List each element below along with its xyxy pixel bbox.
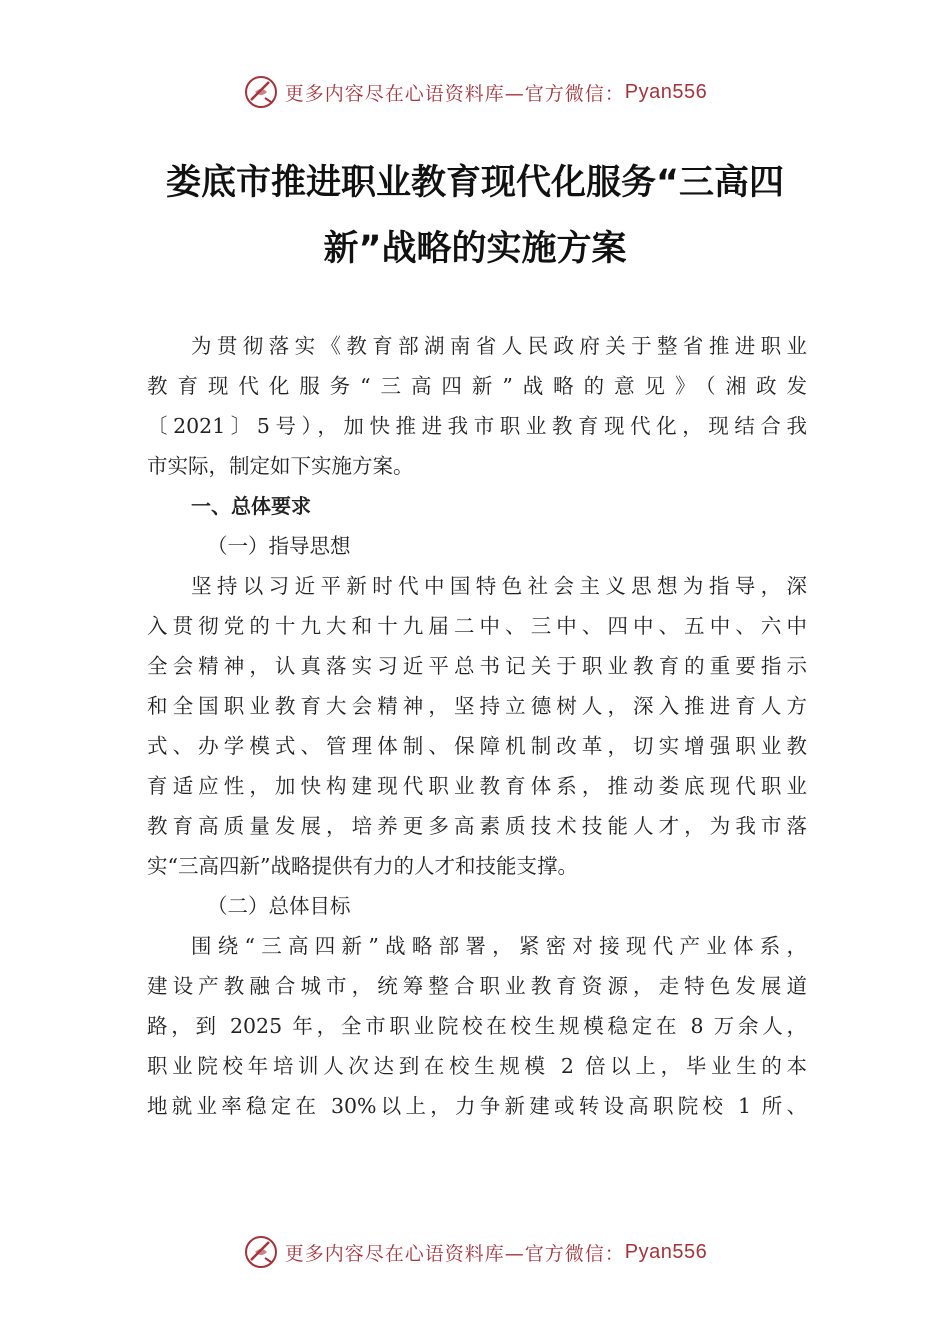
text-line: 市实际，制定如下实施方案。 bbox=[147, 454, 414, 478]
text-line: 〔2021〕5号），加快推进我市职业教育现代化，现结合我 bbox=[147, 414, 807, 438]
text-line: 实“三高四新”战略提供有力的人才和技能支撑。 bbox=[147, 854, 578, 878]
title-line-1: 娄底市推进职业教育现代化服务“三高四 bbox=[165, 163, 784, 203]
text-line: 地就业率稳定在 30%以上，力争新建或转设高职院校 1 所、 bbox=[147, 1094, 807, 1118]
logo-icon bbox=[243, 1234, 279, 1270]
text-line: 和全国职业教育大会精神，坚持立德树人，深入推进育人方 bbox=[147, 694, 807, 718]
text-line: 职业院校年培训人次达到在校生规模 2 倍以上，毕业生的本 bbox=[147, 1054, 807, 1078]
text-line: 教育高质量发展，培养更多高素质技术技能人才，为我市落 bbox=[147, 814, 807, 838]
subsection-1-heading: （一）指导思想 bbox=[207, 534, 351, 558]
text-line: 路，到 2025 年，全市职业院校在校生规模稳定在 8 万余人， bbox=[147, 1014, 807, 1038]
text-line: 建设产教融合城市，统筹整合职业教育资源，走特色发展道 bbox=[147, 974, 807, 998]
subsection-2-heading: （二）总体目标 bbox=[207, 894, 351, 918]
text-line: 式、办学模式、管理体制、保障机制改革，切实增强职业教 bbox=[147, 734, 807, 758]
watermark-wechat-id: Pyan556 bbox=[624, 80, 708, 103]
text-line: 教育现代化服务“三高四新”战略的意见》（湘政发 bbox=[147, 374, 807, 398]
intro-paragraph bbox=[147, 326, 807, 486]
document-title bbox=[140, 150, 810, 282]
document-body bbox=[147, 326, 807, 1126]
text-line: 全会精神，认真落实习近平总书记关于职业教育的重要指示 bbox=[147, 654, 807, 678]
text-line: 入贯彻党的十九大和十九届二中、三中、四中、五中、六中 bbox=[147, 614, 807, 638]
watermark-banner-top bbox=[0, 70, 950, 114]
watermark-text: 更多内容尽在心语资料库—官方微信： bbox=[284, 82, 625, 105]
guiding-ideology-paragraph bbox=[147, 566, 807, 886]
subsection-heading bbox=[147, 886, 807, 926]
section-1-heading: 一、总体要求 bbox=[191, 494, 311, 518]
watermark-banner-bottom bbox=[0, 1230, 950, 1274]
watermark-wechat-id: Pyan556 bbox=[624, 1240, 708, 1263]
text-line: 坚持以习近平新时代中国特色社会主义思想为指导，深 bbox=[191, 574, 807, 598]
subsection-heading bbox=[147, 526, 807, 566]
overall-goal-paragraph bbox=[147, 926, 807, 1126]
text-line: 育适应性，加快构建现代职业教育体系，推动娄底现代职业 bbox=[147, 774, 807, 798]
title-line-2: 新”战略的实施方案 bbox=[323, 229, 627, 269]
watermark-text: 更多内容尽在心语资料库—官方微信： bbox=[284, 1242, 625, 1265]
text-line: 为贯彻落实《教育部湖南省人民政府关于整省推进职业 bbox=[191, 334, 807, 358]
section-heading bbox=[147, 486, 807, 526]
logo-icon bbox=[243, 74, 279, 110]
text-line: 围绕“三高四新”战略部署，紧密对接现代产业体系， bbox=[191, 934, 807, 958]
